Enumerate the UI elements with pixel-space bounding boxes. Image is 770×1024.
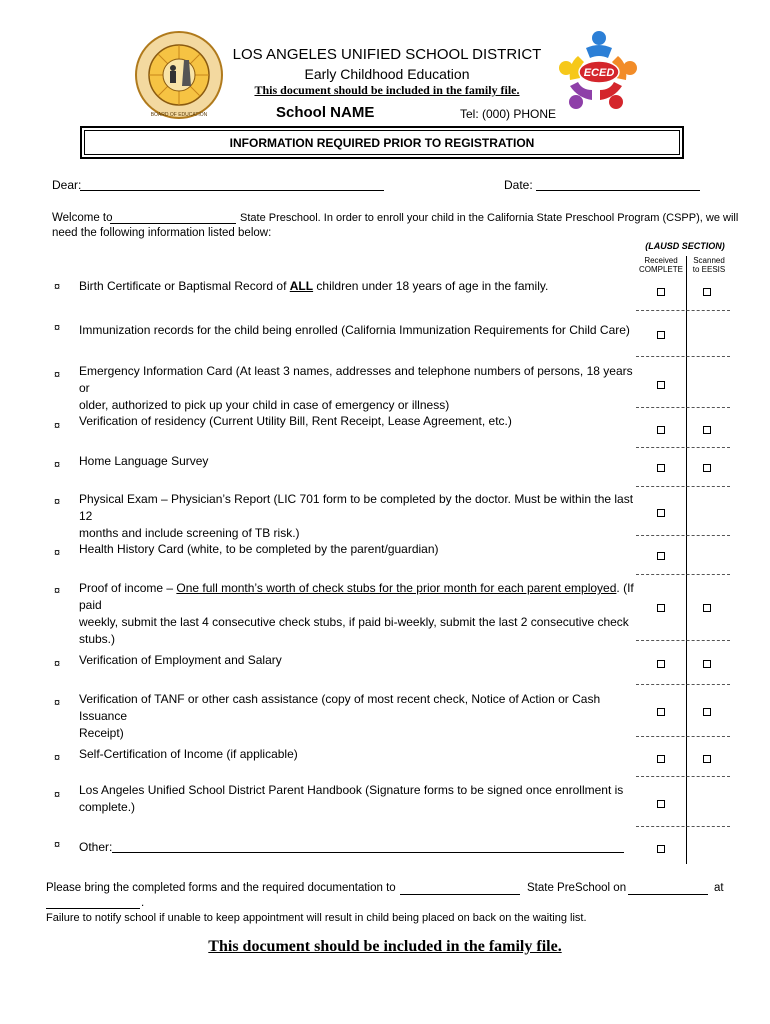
date-field[interactable] [536,178,700,191]
item-immunization [79,322,639,339]
item-text: weekly, submit the last 4 consecutive check stubs, if paid bi-weekly, submit the last 2 consecutive check [79,615,629,629]
item-bullet: ¤ [54,322,61,334]
scanned-checkbox[interactable] [703,708,711,716]
item-bullet: ¤ [54,752,61,764]
item-bullet: ¤ [54,420,61,432]
item-text: Emergency Information Card (At least 3 names, addresses and telephone numbers of persons, 18 years or [79,364,633,395]
scanned-header-line2: to EESIS [692,265,726,274]
item-tanf [79,691,639,742]
item-employment-salary [79,652,639,669]
received-checkbox[interactable] [657,381,665,389]
row-divider [636,486,730,487]
row-divider [636,684,730,685]
received-header-line2: COMPLETE [638,265,683,274]
item-text: Self-Certification of Income (if applicable) [79,747,298,761]
item-bullet: ¤ [54,496,61,508]
school-name-field[interactable] [110,211,236,224]
received-checkbox[interactable] [657,604,665,612]
item-bullet: ¤ [54,369,61,381]
item-parent-handbook [79,782,639,816]
row-divider [636,640,730,641]
district-name: LOS ANGELES UNIFIED SCHOOL DISTRICT [232,46,542,63]
scanned-checkbox[interactable] [703,464,711,472]
banner-title: INFORMATION REQUIRED PRIOR TO REGISTRATION [84,130,680,155]
row-divider [636,736,730,737]
item-text: Los Angeles Unified School District Parent Handbook (Signature forms to be signed once enrollment is [79,783,624,797]
item-text: . (If paid [79,581,634,612]
department-name: Early Childhood Education [304,66,470,82]
item-bullet: ¤ [54,585,61,597]
lausd-section-label: (LAUSD SECTION) [645,241,725,251]
item-text: Health History Card (white, to be completed by the parent/guardian) [79,542,439,556]
scanned-checkbox[interactable] [703,660,711,668]
column-divider [686,256,687,864]
item-text: months and include screening of TB risk.) [79,526,300,540]
footer-period: . [141,897,145,909]
scanned-checkbox[interactable] [703,288,711,296]
item-text: Other: [79,840,113,854]
item-bullet: ¤ [54,459,61,471]
footer-bring-b: State PreSchool on [527,882,627,894]
item-bullet: ¤ [54,697,61,709]
footer-date-field[interactable] [628,882,708,895]
received-checkbox[interactable] [657,288,665,296]
row-divider [636,447,730,448]
received-checkbox[interactable] [657,755,665,763]
item-text: Birth Certificate or Baptismal Record of [79,279,290,293]
item-text-emphasis: ALL [289,279,314,293]
family-file-note-top: This document should be included in the family file. [254,83,520,97]
received-checkbox[interactable] [657,426,665,434]
scanned-column-header [688,256,730,274]
row-divider [636,826,730,827]
lausd-seal-logo [134,30,224,120]
received-checkbox[interactable] [657,845,665,853]
welcome-prefix: Welcome to [52,212,113,224]
footer-bring-c: at [714,882,724,894]
row-divider [636,776,730,777]
footer-failure-notice: Failure to notify school if unable to keep appointment will result in child being placed on back on the waiting list. [46,912,587,924]
dear-field[interactable] [80,178,384,191]
scanned-header-line1: Scanned [693,256,725,265]
scanned-checkbox[interactable] [703,755,711,763]
received-column-header [636,256,686,274]
item-text: Physical Exam – Physician’s Report (LIC 701 form to be completed by the doctor. Must be within the last 12 [79,492,634,523]
item-text: Verification of residency (Current Utility Bill, Rent Receipt, Lease Agreement, etc.) [79,414,512,428]
received-checkbox[interactable] [657,331,665,339]
item-bullet: ¤ [54,658,61,670]
row-divider [636,407,730,408]
eced-logo [556,28,642,114]
item-residency [79,413,639,430]
received-checkbox[interactable] [657,552,665,560]
item-text: Verification of Employment and Salary [79,653,282,667]
item-proof-of-income [79,580,639,648]
received-checkbox[interactable] [657,660,665,668]
received-checkbox[interactable] [657,509,665,517]
school-phone: Tel: (000) PHONE [460,107,557,121]
footer-bring-a: Please bring the completed forms and the required documentation to [46,882,396,894]
item-birth-certificate [79,278,639,295]
footer-school-field[interactable] [400,882,520,895]
item-text: complete.) [79,800,136,814]
item-text: children under 18 years of age in the family. [313,279,549,293]
item-bullet: ¤ [54,547,61,559]
welcome-suffix: State Preschool. In order to enroll your child in the California State Preschool Program (CSPP), we will [240,212,739,224]
school-name: School NAME [276,104,375,121]
item-text-emphasis: One full month’s worth of check stubs for the prior month for each parent employed [176,581,617,595]
item-bullet: ¤ [54,839,61,851]
row-divider [636,310,730,311]
item-physical-exam [79,491,639,542]
item-text: Verification of TANF or other cash assistance (copy of most recent check, Notice of Action or Cash Issuance [79,692,601,723]
row-divider [636,574,730,575]
item-text: Receipt) [79,726,124,740]
dear-label: Dear: [52,178,82,192]
other-field[interactable] [112,840,624,853]
item-health-history [79,541,639,558]
eced-logo-text: ECED [583,67,615,79]
item-text: Immunization records for the child being enrolled (California Immunization Requirements for Child Care) [79,323,630,337]
item-text: Home Language Survey [79,454,209,468]
item-bullet: ¤ [54,281,61,293]
item-text: Proof of income – [79,581,177,595]
footer-time-field[interactable] [46,896,140,909]
received-checkbox[interactable] [657,800,665,808]
family-file-note-bottom: This document should be included in the family file. [208,938,562,955]
received-header-line1: Received [644,256,678,265]
row-divider [636,535,730,536]
row-divider [636,356,730,357]
item-text: stubs.) [79,632,116,646]
received-checkbox[interactable] [657,708,665,716]
date-label: Date: [504,178,533,192]
item-emergency-card [79,363,639,414]
welcome-line2: need the following information listed below: [52,227,272,239]
item-self-certification [79,746,639,763]
scanned-checkbox[interactable] [703,426,711,434]
title-banner [80,126,684,159]
item-text: older, authorized to pick up your child in case of emergency or illness) [79,398,450,412]
item-home-language [79,453,639,470]
svg-text:BOARD OF EDUCATION: BOARD OF EDUCATION [150,112,208,118]
scanned-checkbox[interactable] [703,604,711,612]
received-checkbox[interactable] [657,464,665,472]
item-bullet: ¤ [54,789,61,801]
